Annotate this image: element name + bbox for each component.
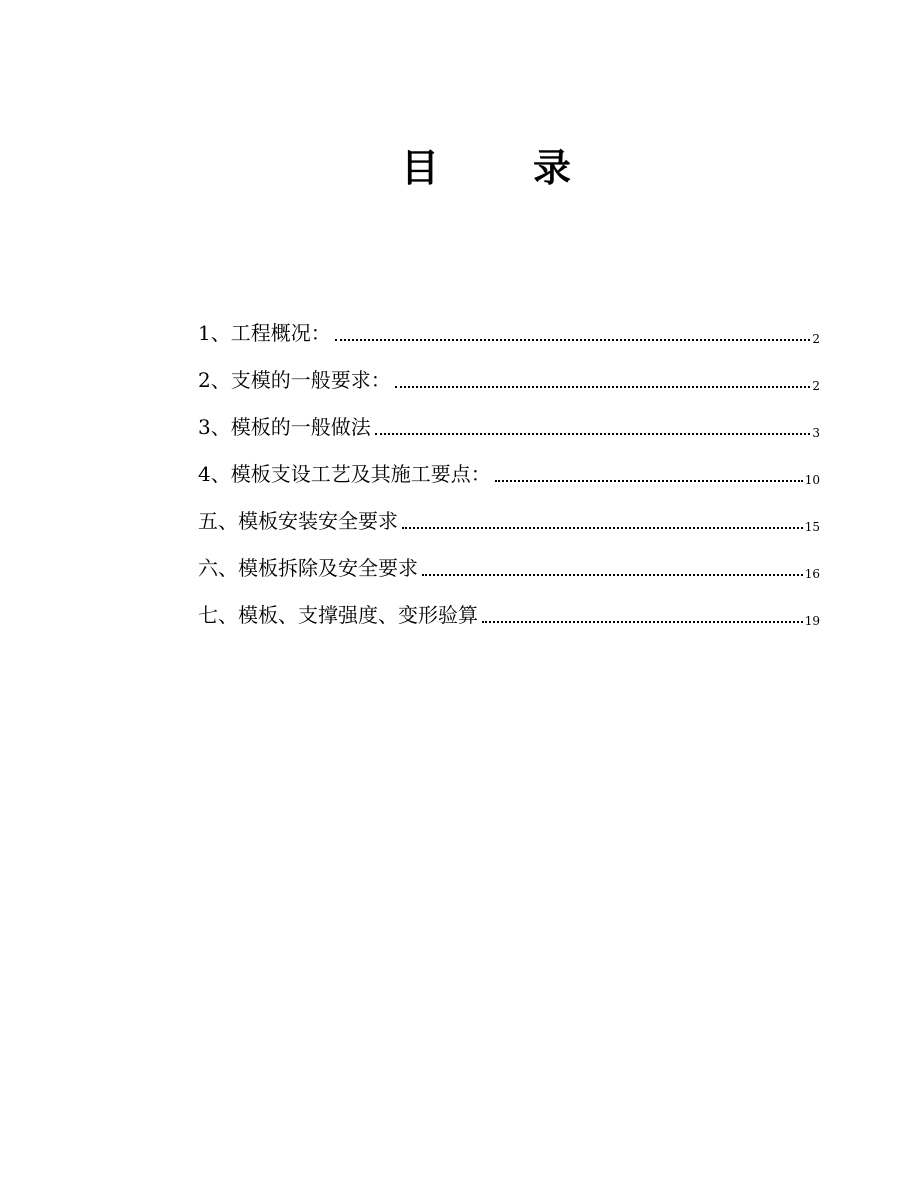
toc-dot-leader (395, 386, 811, 388)
toc-entry-label: 七、模板、支撑强度、变形验算 (198, 603, 478, 627)
toc-entry-page: 19 (804, 614, 820, 628)
toc-entry-page: 2 (812, 332, 820, 346)
toc-entry[interactable] (198, 494, 820, 541)
toc-entry-label: 六、模板拆除及安全要求 (198, 556, 418, 580)
toc-entry-page: 2 (812, 379, 820, 393)
toc-entry[interactable] (198, 541, 820, 588)
toc-entry[interactable] (198, 447, 820, 494)
toc-dot-leader (495, 480, 803, 482)
title-char-1: 目 (401, 146, 440, 190)
toc-dot-leader (402, 527, 803, 529)
toc-entry-label: 3、模板的一般做法 (198, 415, 371, 439)
toc-entry[interactable] (198, 400, 820, 447)
toc-dot-leader (375, 433, 811, 435)
toc-entry-label: 2、支模的一般要求： (198, 368, 391, 392)
toc-entry[interactable] (198, 306, 820, 353)
toc-dot-leader (335, 339, 811, 341)
page-title (0, 142, 920, 202)
toc-entry-page: 16 (804, 567, 820, 581)
toc-entry-page: 3 (812, 426, 820, 440)
toc-entry[interactable] (198, 353, 820, 400)
toc-entry[interactable] (198, 588, 820, 635)
toc-entry-page: 10 (804, 473, 820, 487)
toc-entry-label: 1、工程概况： (198, 321, 331, 345)
table-of-contents (198, 306, 822, 635)
toc-entry-label: 4、模板支设工艺及其施工要点： (198, 462, 491, 486)
toc-entry-page: 15 (804, 520, 820, 534)
title-char-2: 录 (533, 146, 572, 190)
toc-dot-leader (482, 621, 803, 623)
toc-entry-label: 五、模板安装安全要求 (198, 509, 398, 533)
toc-dot-leader (422, 574, 803, 576)
